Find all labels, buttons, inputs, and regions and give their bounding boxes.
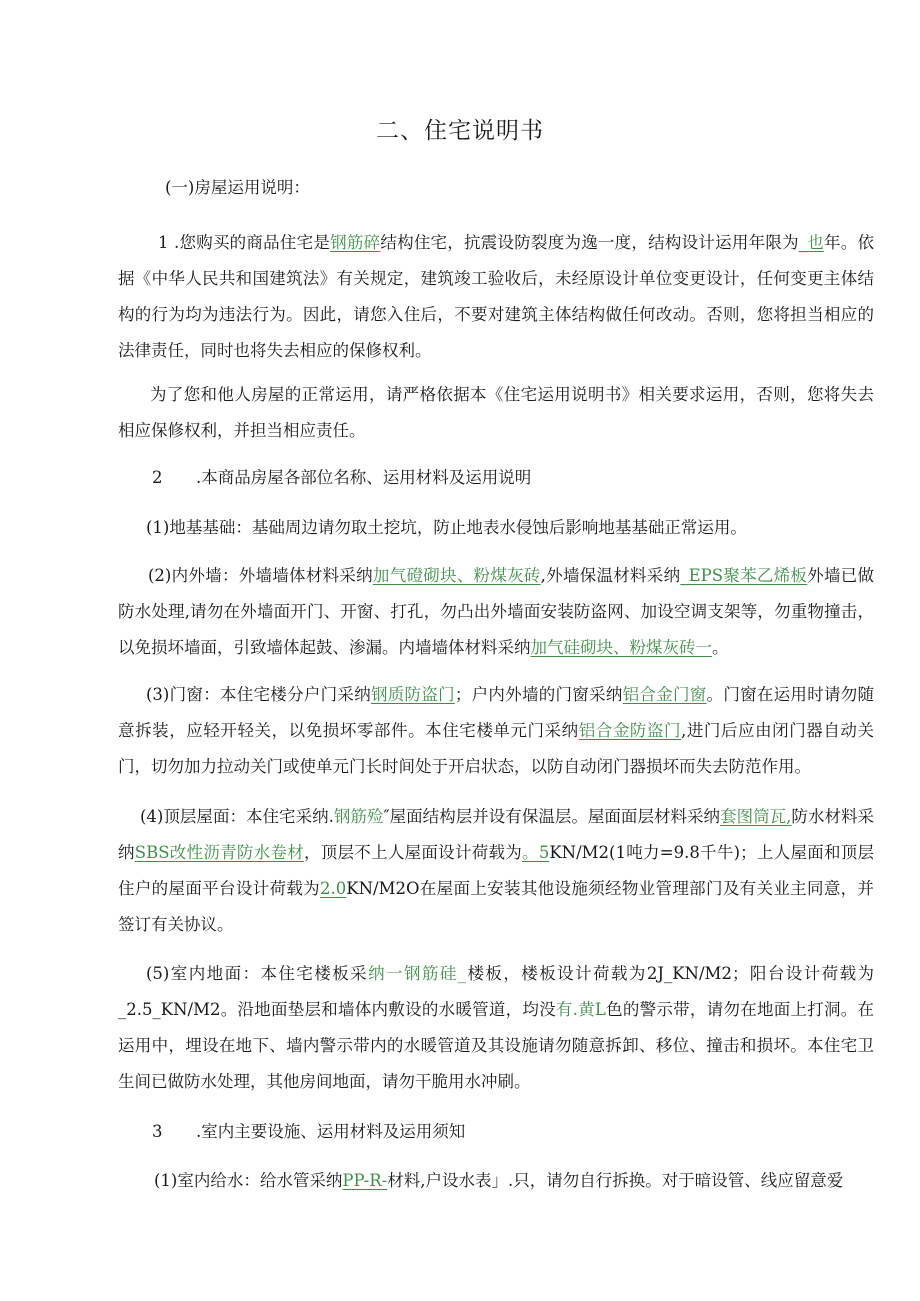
text-span: 材料,户设水表」.只，请勿自行拆换。对于暗设管、线应留意爱: [387, 1171, 844, 1190]
paragraph-doors-windows: [118, 677, 874, 785]
text-span: KN/M2(1吨力=9.8千牛)；上人屋面和顶层住户的屋面平台设计荷载为: [118, 843, 875, 898]
fill-in-roof-load: 。5: [522, 843, 550, 862]
text-span: (3)门窗：本住宅楼分户门采纳: [146, 685, 371, 704]
text-span: (2)内外墙：外墙墙体材料采纳: [148, 566, 373, 585]
text-span: (1)室内给水：给水管采纳: [154, 1171, 343, 1190]
heading-text: .室内主要设施、运用材料及运用须知: [196, 1122, 466, 1141]
paragraph-floor: [118, 956, 874, 1100]
text-span: 。门窗在运用时请勿随意拆装，应轻开轻关，以免损坏零部件。本住宅楼单元门采纳: [118, 685, 875, 740]
paragraph-1: [118, 225, 874, 369]
text-span: ″屋面结构层并设有保温层。屋面面层材料采纳: [383, 807, 721, 826]
fill-in-terrace-load: 2.0: [320, 879, 347, 898]
text-span: KN/M2O在屋面上安装其他设施须经物业管理部门及有关业主同意，并签订有关协议。: [118, 879, 874, 934]
fill-in-structure: 钢筋碎: [330, 233, 381, 252]
paragraph-roof: [118, 799, 874, 943]
section-heading-3: [152, 1114, 908, 1150]
paragraph-walls: [118, 558, 874, 666]
fill-in-outer-wall: 加气磴砌块、粉煤灰砖: [372, 566, 541, 585]
section-heading-2: [152, 460, 908, 496]
text-span: 年。依据《中华人民共和国建筑法》有关规定，建筑竣工验收后，未经原设计单位变更设计，任何变更主体结构的行为均为违法行为。因此，请您入住后，不要对建筑主体结构做任何改动。否则，您将担当相应的法律责任，同时也将失去相应的保修权利。: [118, 233, 875, 360]
fill-in-roof-structure: 钢筋殓: [333, 807, 384, 826]
paragraph-foundation: (1)地基基础：基础周边请勿取土挖坑，防止地表水侵蚀后影响地基基础正常运用。: [146, 518, 747, 537]
page-title: 二、住宅说明书: [376, 118, 544, 144]
fill-in-insulation: _EPS聚苯乙烯板: [680, 566, 808, 585]
heading-text: .本商品房屋各部位名称、运用材料及运用说明: [196, 468, 532, 487]
fill-in-waterproof: SBS改性沥青防水卷材: [134, 843, 304, 862]
section-heading-1: (一)房屋运用说明：: [165, 178, 310, 197]
fill-in-warning-color: 有.黄L: [555, 1000, 606, 1019]
text-span: (5)室内地面：本住宅楼板采: [146, 964, 369, 983]
paragraph-water-supply: [118, 1163, 874, 1199]
paragraph-2: 为了您和他人房屋的正常运用，请严格依据本《住宅运用说明书》相关要求运用，否则，您将失去相应保修权利，并担当相应责任。: [118, 385, 874, 440]
fill-in-years: _也: [798, 233, 825, 252]
fill-in-window: 铝合金门窗: [622, 685, 707, 704]
fill-in-inner-wall: 加气硅砌块、粉煤灰砖一: [530, 638, 712, 657]
text-span: 。: [712, 638, 729, 657]
text-span: 外墙已做防水处理,请勿在外墙面开门、开窗、打孔，勿凸出外墙面安装防盗网、加设空调支架等，勿重物撞击，以免损坏墙面，引致墙体起鼓、渗漏。内墙墙体材料采纳: [118, 566, 875, 657]
text-span: 楼板，楼板设计荷载为2J_KN/M2；阳台设计荷载为_2.5_KN/M2。沿地面垫层和墙体内敷设的水暖管道，均没: [118, 964, 875, 1019]
heading-number: 2: [152, 468, 163, 487]
fill-in-unit-door: 铝合金防盗门: [578, 721, 682, 740]
text-span: ,外墙保温材料采纳: [540, 566, 681, 585]
fill-in-roof-tile: 套图筒瓦,: [720, 807, 792, 826]
text-span: ；户内外墙的门窗采纳: [454, 685, 623, 704]
text-span: 色的警示带，请勿在地面上打洞。在运用中，埋设在地下、墙内警示带内的水暖管道及其设施请勿随意拆卸、移位、撞击和损坏。本住宅卫生间已做防水处理，其他房间地面，请勿干脆用水冲刷。: [118, 1000, 875, 1091]
fill-in-pipe-material: PP-R-: [342, 1171, 388, 1190]
text-span: (4)顶层屋面：本住宅采纳.: [140, 807, 334, 826]
text-span: ，顶层不上人屋面设计荷载为: [303, 843, 523, 862]
fill-in-slab: 纳一钢筋硅_: [368, 964, 467, 983]
text-span: 结构住宅，抗震设防裂度为逸一度，结构设计运用年限为: [380, 233, 799, 252]
text-span: 1 .您购买的商品住宅是: [158, 233, 331, 252]
text-span: ,进门后应由闭门器自动关门，切勿加力拉动关门或使单元门长时间处于开启状态，以防自动闭门器损坏而失去防范作用。: [118, 721, 874, 776]
fill-in-door: 钢质防盗门: [370, 685, 455, 704]
text-span: 防水材料采纳: [118, 807, 875, 862]
heading-number: 3: [152, 1122, 163, 1141]
